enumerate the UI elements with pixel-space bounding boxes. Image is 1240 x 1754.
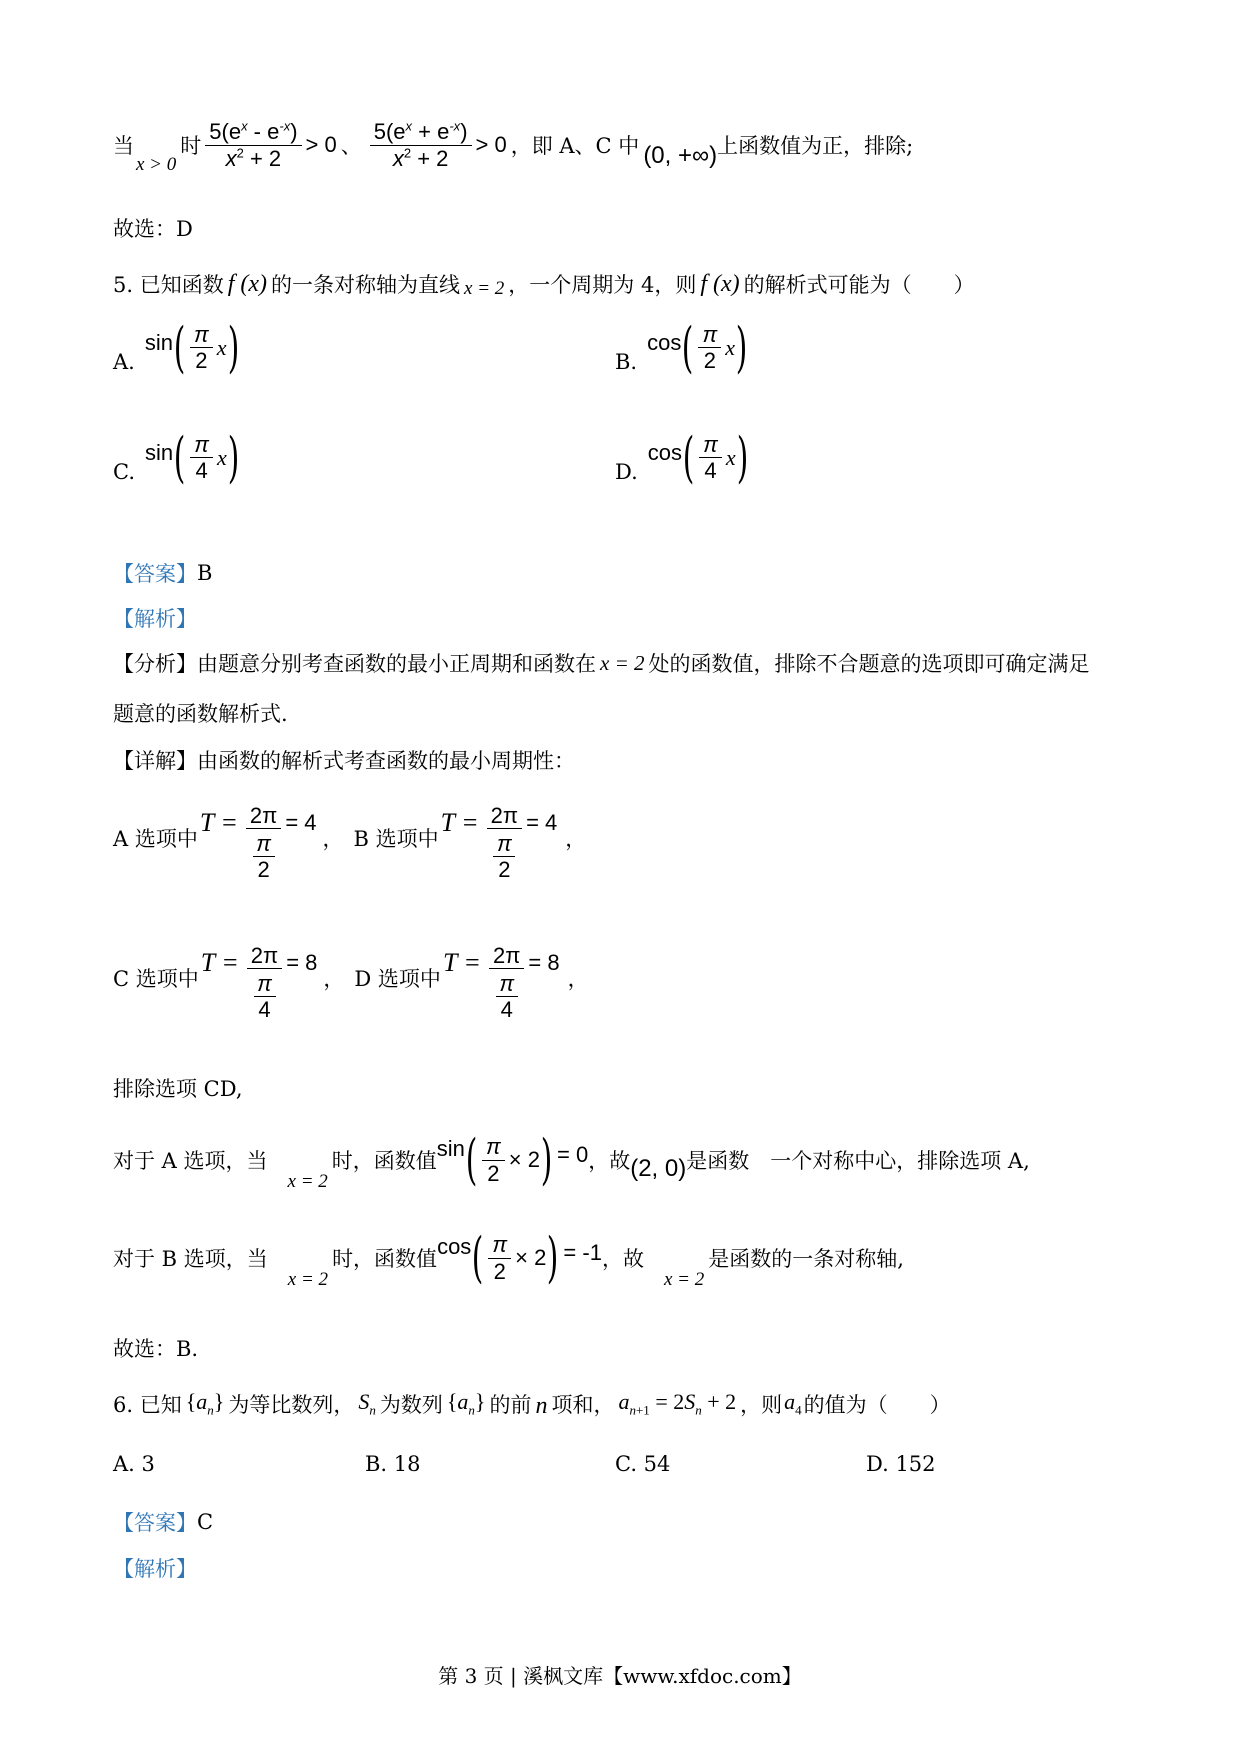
period-row-2	[113, 930, 589, 1025]
option-frac	[698, 322, 721, 374]
option-fn: cos	[647, 439, 683, 465]
option-frac-den: 4	[195, 458, 208, 483]
period-result: = 4	[526, 809, 558, 835]
period-label: A 选项中	[113, 826, 198, 851]
period-inner-num: π	[497, 830, 512, 856]
fraction-2-den: $x^2 + 2$	[392, 145, 449, 171]
exclude-cd: 排除选项 CD,	[113, 1077, 243, 1101]
check-b-den: 2	[493, 1258, 506, 1284]
period-T: T =	[440, 807, 479, 837]
q6-t3: 的前	[489, 1392, 532, 1417]
option-fn: sin	[144, 329, 173, 355]
period-sep: ，	[322, 826, 344, 851]
q5-fx: f (x)	[227, 270, 268, 297]
period-num: 2π	[490, 802, 519, 828]
choose-b: 故选：B.	[113, 1337, 199, 1361]
answer-5-value: B	[197, 561, 213, 585]
q6-seq2: $\{a_n\}$	[446, 1388, 486, 1418]
fraction-1-num: $5(e^x - e^{-x})$	[209, 118, 298, 145]
option-var: x	[216, 334, 227, 360]
period-inner-frac	[493, 831, 516, 883]
check-a-line: 对于 A 选项，当 x = 2 时，函数值 sin ( $\frac{\pi}{2}$ × 2 ) = 0 ，故 (2, 0) 是函数 一个对称中心，排除选项 A,	[113, 1128, 1030, 1192]
option-label: B.	[615, 349, 638, 374]
gt-zero-2: > 0	[475, 132, 507, 157]
q5-fx2: f (x)	[700, 270, 740, 297]
check-a-frac	[482, 1134, 505, 1186]
question-5	[113, 268, 975, 300]
fenxi-text2: 处的函数值，排除不合题意的选项即可确定满足	[648, 652, 1090, 676]
q6-option-3: C. 54	[615, 1452, 671, 1476]
q6-t4: 项和，	[551, 1392, 615, 1417]
option-frac-den: 2	[703, 348, 716, 373]
option-label: C.	[113, 459, 135, 484]
fraction-2-num: $5(e^x + e^{-x})$	[373, 118, 468, 145]
q5-suffix: 的解析式可能为（ ）	[743, 273, 975, 297]
answer-5	[113, 558, 212, 588]
answer-6	[113, 1507, 213, 1537]
interval: (0, +∞)	[643, 142, 718, 169]
q6-prefix: 6. 已知	[113, 1392, 182, 1417]
q5-option-a: A. sin ( $\frac{\pi}{2}$ x )	[113, 315, 239, 379]
period-inner-den: 4	[258, 997, 271, 1023]
q5-option-d: D. cos ( $\frac{\pi}{4}$ x )	[615, 425, 748, 489]
q6-relation: $a_{n+1} = 2S_n + 2$	[618, 1388, 737, 1418]
check-b-fn: cos	[437, 1234, 472, 1259]
q5-option-c: C. sin ( $\frac{\pi}{4}$ x )	[113, 425, 240, 489]
period-result: = 4	[285, 809, 317, 835]
q6-seq: $\{a_n\}$	[185, 1388, 225, 1418]
analysis-6-tag: 【解析】	[113, 1557, 197, 1581]
xiangjie-tag: 【详解】	[113, 749, 197, 773]
check-b-t3: ，故	[601, 1247, 644, 1271]
check-a-eq: = 0	[557, 1142, 589, 1167]
check-b-times: × 2	[515, 1245, 547, 1270]
q5-option-b: B. cos ( $\frac{\pi}{2}$ x )	[615, 315, 748, 379]
fenxi-line-2: 题意的函数解析式.	[113, 702, 288, 726]
q6-t5: ，则	[740, 1392, 783, 1417]
cond-x-gt-0: x > 0	[136, 154, 177, 175]
option-fn: cos	[647, 329, 682, 355]
period-T: T =	[199, 807, 238, 837]
period-inner-num: π	[499, 970, 515, 996]
xiangjie-text: 由函数的解析式考查函数的最小周期性：	[197, 749, 575, 773]
option-label: D.	[615, 459, 638, 484]
q6-option-1: A. 3	[113, 1452, 155, 1476]
period-inner-den: 2	[257, 857, 270, 883]
period-sep: ，	[323, 966, 345, 991]
period-num: 2π	[250, 942, 279, 968]
option-frac-num: π	[194, 431, 209, 457]
check-a-fn: sin	[436, 1136, 465, 1161]
option-frac-num: π	[703, 431, 718, 457]
option-label: A.	[113, 349, 135, 374]
check-a-times: × 2	[508, 1147, 540, 1172]
period-inner-num: π	[257, 970, 272, 996]
option-var: x	[216, 444, 227, 470]
option-frac-den: 2	[195, 348, 208, 373]
q6-option-4: D. 152	[866, 1452, 936, 1476]
period-inner-frac	[253, 971, 276, 1023]
q6-a4: $a_4$	[784, 1388, 802, 1418]
q6-sn: $S_n$	[358, 1388, 376, 1418]
text-tail1: ，即 A、C 中	[510, 134, 640, 158]
fenxi-tag: 【分析】	[113, 652, 197, 676]
answer-6-tag: 【答案】	[113, 1511, 197, 1535]
option-var: x	[725, 334, 735, 360]
check-b-t2: 时，函数值	[332, 1247, 438, 1271]
check-b-x2b: x = 2	[663, 1269, 705, 1290]
check-a-den: 2	[487, 1160, 500, 1186]
period-row-1	[113, 790, 586, 885]
check-a-t4: 是函数 一个对称中心，排除选项 A,	[686, 1149, 1030, 1173]
check-b-num: π	[492, 1232, 508, 1258]
analysis-5-tag: 【解析】	[113, 607, 197, 631]
period-label: C 选项中	[113, 966, 199, 991]
fraction-1	[205, 119, 301, 171]
option-frac-num: π	[194, 321, 209, 347]
option-fn: sin	[145, 439, 174, 465]
period-T: T =	[442, 947, 481, 977]
top-line	[113, 105, 913, 185]
q5-axis: x = 2	[464, 278, 505, 299]
period-inner-num: π	[256, 830, 271, 856]
period-result: = 8	[286, 949, 318, 975]
period-T: T =	[200, 947, 239, 977]
period-inner-den: 4	[500, 997, 513, 1023]
separator: 、	[340, 134, 362, 158]
text-shi: 时	[180, 134, 202, 158]
period-label: B 选项中	[353, 826, 439, 851]
period-frac	[246, 803, 281, 883]
text-tail2: 上函数值为正，排除;	[717, 134, 914, 158]
q5-prefix: 5. 已知函数	[113, 273, 224, 297]
q6-t1: 为等比数列，	[228, 1392, 355, 1417]
period-frac	[489, 943, 524, 1023]
fenxi-line-1	[113, 648, 1090, 678]
check-a-t3: ，故	[588, 1149, 631, 1173]
q6-n: n	[535, 1393, 548, 1419]
answer-5-tag: 【答案】	[113, 562, 197, 586]
q6-option-2: B. 18	[365, 1452, 421, 1476]
period-num: 2π	[249, 802, 278, 828]
q5-mid1: 的一条对称轴为直线	[271, 273, 461, 297]
period-result: = 8	[528, 949, 560, 975]
q6-t6: 的值为（ ）	[803, 1392, 951, 1417]
fraction-1-den: $x^2 + 2$	[225, 145, 282, 171]
period-end: ，	[567, 966, 589, 991]
page-footer: 第 3 页 | 溪枫文库【www.xfdoc.com】	[438, 1664, 802, 1688]
option-frac-num: π	[702, 321, 718, 347]
check-a-t2: 时，函数值	[331, 1149, 437, 1173]
period-inner-frac	[495, 971, 518, 1023]
option-frac	[190, 322, 213, 374]
q6-t2: 为数列	[379, 1392, 443, 1417]
check-b-eq: = -1	[563, 1240, 602, 1265]
check-a-num: π	[485, 1134, 501, 1160]
check-b-x2: x = 2	[287, 1269, 329, 1290]
period-num: 2π	[492, 942, 521, 968]
gt-zero-1: > 0	[305, 132, 337, 157]
option-frac-den: 4	[704, 458, 717, 483]
check-b-t4: 是函数的一条对称轴,	[708, 1247, 904, 1271]
period-frac	[487, 803, 522, 883]
fenxi-text1: 由题意分别考查函数的最小正周期和函数在	[197, 652, 596, 676]
check-b-t1: 对于 B 选项，当	[113, 1247, 268, 1271]
option-frac	[190, 432, 213, 484]
answer-6-value: C	[197, 1510, 214, 1534]
period-inner-den: 2	[498, 857, 511, 883]
check-a-point: (2, 0)	[630, 1155, 687, 1182]
option-var: x	[725, 444, 736, 470]
check-b-line: 对于 B 选项，当 x = 2 时，函数值 cos ( $\frac{\pi}{2}$ × 2 ) = -1 ，故 x = 2 是函数的一条对称轴,	[113, 1226, 904, 1290]
period-end: ，	[565, 826, 587, 851]
check-a-t1: 对于 A 选项，当	[113, 1149, 268, 1173]
period-frac	[247, 943, 282, 1023]
fraction-2	[370, 119, 472, 171]
choose-d: 故选：D	[113, 217, 193, 241]
check-b-frac	[488, 1232, 511, 1284]
period-label: D 选项中	[354, 966, 441, 991]
fenxi-x2: x = 2	[600, 650, 645, 675]
period-inner-frac	[252, 831, 275, 883]
q5-mid2: ，一个周期为 4，则	[508, 273, 697, 297]
xiangjie-line	[113, 745, 575, 775]
option-frac	[699, 432, 722, 484]
check-a-x2: x = 2	[287, 1171, 328, 1192]
question-6	[113, 1387, 951, 1420]
text-when: 当	[113, 134, 134, 158]
